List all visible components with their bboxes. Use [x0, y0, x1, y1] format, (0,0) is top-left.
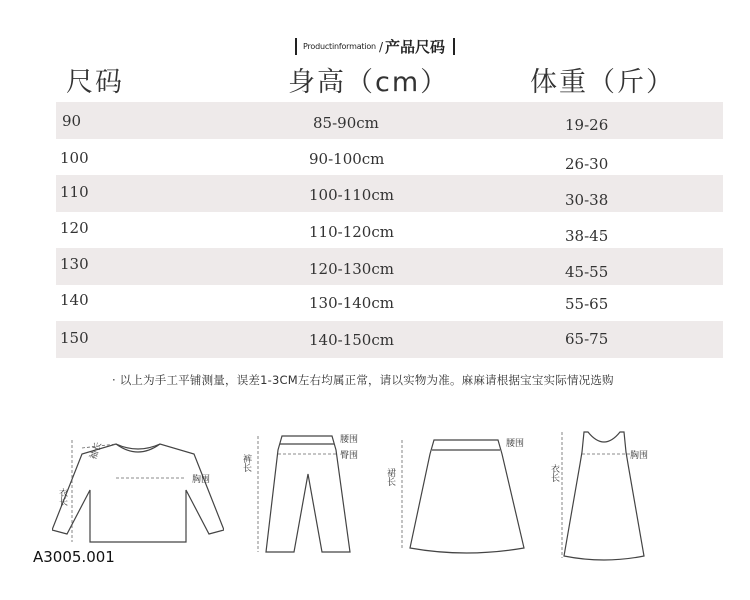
- skirt-length-label: 裙长: [385, 468, 395, 486]
- top-diagram: [52, 430, 224, 560]
- header-size: 尺码: [66, 67, 124, 98]
- top-length-label: 衣长: [57, 488, 67, 506]
- cell-height: 90-100cm: [309, 149, 385, 168]
- table-row: [56, 285, 723, 322]
- dress-chest-label: 胸围: [630, 451, 649, 461]
- title-bar-right: [453, 38, 455, 55]
- table-row: [56, 139, 723, 176]
- cell-size: 150: [60, 329, 89, 347]
- skirt-waist-label: 腰围: [506, 439, 525, 449]
- cell-weight: 65-75: [565, 330, 609, 348]
- title-bar-left: [295, 38, 297, 55]
- cell-weight: 19-26: [565, 116, 609, 134]
- cell-height: 100-110cm: [309, 186, 394, 204]
- header-height: 身高（cm）: [288, 67, 450, 98]
- size-table: [56, 102, 723, 358]
- cell-size: 130: [60, 255, 89, 273]
- title-slash: /: [378, 39, 383, 54]
- pants-hip-label: 臀围: [340, 451, 359, 461]
- dress-diagram: [548, 430, 668, 565]
- cell-size: 140: [60, 290, 89, 309]
- jacket-illustration: [52, 430, 224, 560]
- cell-size: 90: [62, 112, 82, 130]
- cell-weight: 30-38: [565, 191, 609, 209]
- table-row: [56, 175, 723, 212]
- cell-weight: 55-65: [565, 294, 609, 313]
- cell-height: 130-140cm: [309, 293, 394, 312]
- skirt-diagram: [384, 430, 534, 560]
- cell-height: 120-130cm: [309, 260, 394, 278]
- sleeve-label: 袖长: [88, 440, 105, 462]
- cell-height: 110-120cm: [309, 222, 394, 241]
- cell-weight: 38-45: [565, 226, 609, 245]
- product-code: A3005.001: [33, 548, 115, 566]
- top-chest-label: 胸围: [192, 475, 211, 485]
- cell-weight: 45-55: [565, 263, 609, 281]
- page-title: [0, 36, 750, 57]
- title-chinese: 产品尺码: [384, 38, 445, 56]
- pants-waist-label: 腰围: [340, 435, 359, 445]
- cell-height: 140-150cm: [309, 331, 394, 349]
- pants-length-label: 裤长: [241, 454, 251, 472]
- table-row: [56, 321, 723, 358]
- table-row: [56, 102, 723, 139]
- table-row: [56, 248, 723, 285]
- dress-length-label: 衣长: [549, 464, 559, 482]
- title-english: Productinformation: [302, 42, 376, 51]
- cell-size: 100: [60, 148, 89, 167]
- cell-size: 120: [60, 218, 89, 237]
- cell-size: 110: [60, 183, 89, 201]
- table-row: [56, 212, 723, 249]
- cell-height: 85-90cm: [313, 114, 379, 132]
- pants-diagram: [238, 430, 378, 560]
- cell-weight: 26-30: [565, 154, 609, 173]
- skirt-illustration: [384, 430, 534, 560]
- measurement-note: · 以上为手工平铺测量，误差1-3CM左右均属正常，请以实物为准。麻麻请根据宝宝实际情况选购: [112, 373, 614, 387]
- header-weight: 体重（斤）: [530, 67, 675, 98]
- dress-illustration: [548, 430, 668, 565]
